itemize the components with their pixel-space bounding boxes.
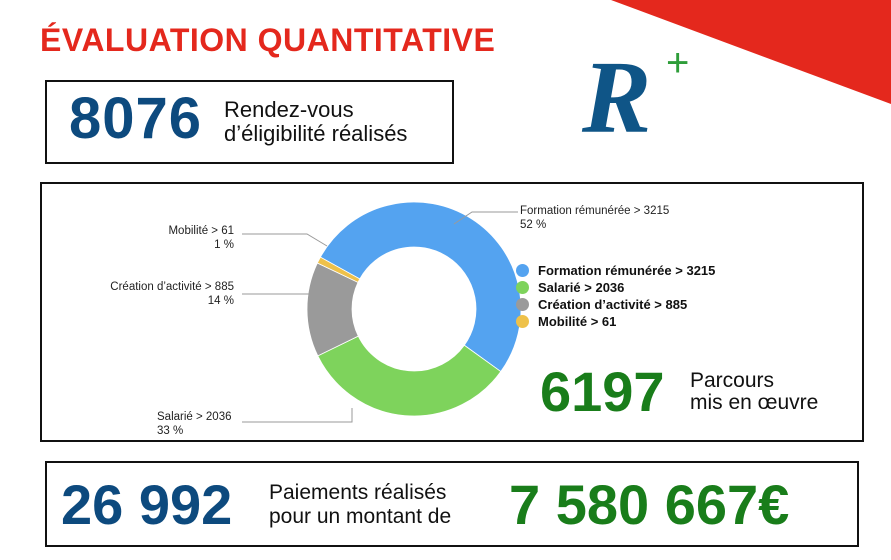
eligibility-box	[45, 80, 454, 164]
parcours-caption-line1: Parcours	[690, 369, 775, 392]
logo-letter: R	[582, 40, 652, 146]
callout-formation	[520, 204, 669, 232]
logo-plus: +	[666, 41, 690, 85]
legend-item-creation	[516, 296, 715, 313]
legend-swatch-formation	[516, 264, 529, 277]
chart-box	[40, 182, 864, 442]
page-title: ÉVALUATION QUANTITATIVE	[40, 22, 496, 58]
leader-line-mobilite	[242, 234, 327, 246]
callout-salarie-label: Salarié > 2036	[157, 411, 232, 423]
callout-salarie-percent: 33 %	[157, 425, 184, 437]
legend-swatch-creation	[516, 298, 529, 311]
parcours-caption-line2: mis en œuvre	[690, 391, 819, 414]
callout-mobilite	[168, 224, 234, 252]
legend-item-mobilite	[516, 313, 715, 330]
callout-formation-percent: 52 %	[520, 219, 547, 231]
payments-box	[45, 461, 859, 547]
legend-item-salarie	[516, 279, 715, 296]
callout-creation-percent: 14 %	[207, 295, 234, 307]
legend-swatch-salarie	[516, 281, 529, 294]
callout-creation-label: Création d’activité > 885	[110, 281, 234, 293]
payments-caption-line2: pour un montant de	[269, 505, 452, 528]
payments-caption	[269, 481, 451, 529]
chart-legend	[516, 262, 715, 330]
callout-creation	[110, 280, 234, 308]
eligibility-caption-line1: Rendez-vous	[224, 97, 354, 122]
legend-label-creation: Création d’activité > 885	[538, 297, 688, 312]
legend-swatch-mobilite	[516, 315, 529, 328]
legend-label-formation: Formation rémunérée > 3215	[538, 263, 716, 278]
payments-amount: 7 580 667€	[509, 473, 790, 536]
parcours-count: 6197	[540, 360, 665, 423]
parcours-caption	[690, 370, 818, 414]
eligibility-caption-line2: d’éligibilité réalisés	[224, 121, 408, 146]
legend-label-mobilite: Mobilité > 61	[538, 314, 617, 329]
callout-mobilite-label: Mobilité > 61	[168, 225, 234, 237]
r-plus-logo	[578, 36, 718, 146]
leader-line-salarie	[242, 408, 352, 422]
callout-mobilite-percent: 1 %	[214, 239, 234, 251]
payments-count: 26 992	[61, 473, 233, 536]
legend-label-salarie: Salarié > 2036	[538, 280, 625, 295]
eligibility-count: 8076	[69, 86, 203, 151]
callout-formation-label: Formation rémunérée > 3215	[520, 205, 670, 217]
payments-caption-line1: Paiements réalisés	[269, 481, 447, 504]
eligibility-caption	[224, 98, 407, 146]
legend-item-formation	[516, 262, 715, 279]
callout-salarie	[157, 410, 232, 438]
